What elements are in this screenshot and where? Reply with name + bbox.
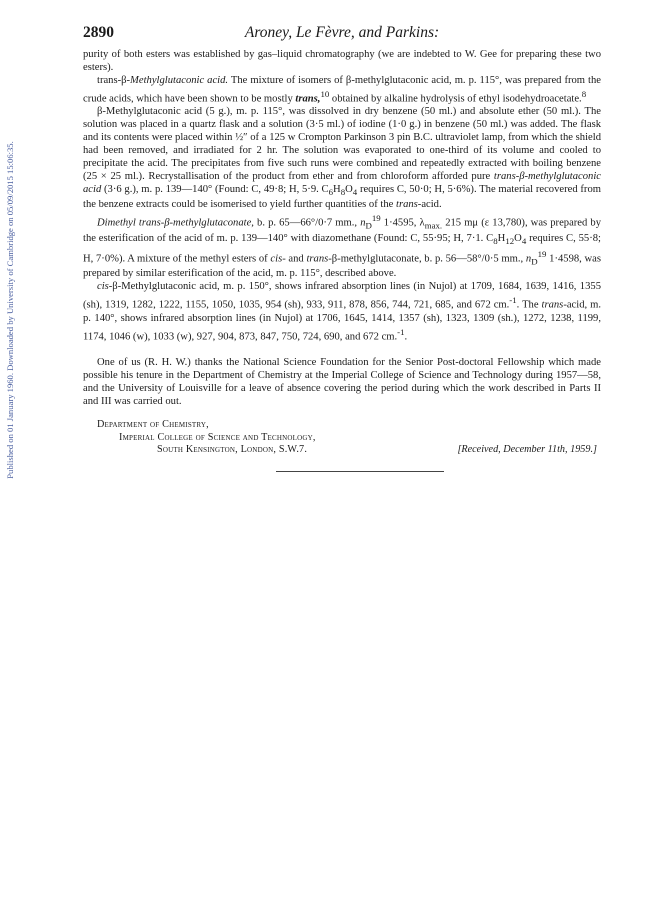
compound-name: Dimethyl trans-β-methylglutaconate, (97, 217, 254, 229)
emphasis: trans, (295, 93, 321, 105)
text: obtained by alkaline hydrolysis of ethyl isodehydroacetate. (329, 93, 582, 105)
emphasis: cis- (270, 253, 286, 265)
text: 215 mμ (ε 13,780), was prepared by the esterification of the acid of m. p. 139—140° with diazomethane (Found: C, 55·95; H, 7·1. C (83, 217, 601, 244)
subheading: Methylglutaconic acid. (130, 74, 229, 86)
end-rule (276, 471, 444, 472)
paragraph-dimethyl-ester (83, 212, 601, 281)
text: -β-Methylglutaconic acid, m. p. 150°, shows infrared absorption lines (in Nujol) at 1709, 1684, 1639, 1416, 1355 (sh), 1319, 1282, 1222, 1155, 1050, 1035, 954 (sh), 933, 911, 878, 856, 744, 721, 685, and 672 cm. (83, 281, 601, 311)
text: requires C, 55·8; H, 7·0%). A mixture of the methyl esters of (83, 232, 601, 265)
text: 1·4595, λ (380, 217, 425, 229)
emphasis: trans (306, 253, 329, 265)
text: β-Methylglutaconic acid (5 g.), m. p. 115°, was dissolved in dry benzene (50 ml.) and absolute ether (50 ml.). The solution was placed in a quartz flask and a solution (3·5 ml.) of iodine (1·0 g.) in benzene (50 ml.) was added. The flask and its contents were placed within (83, 106, 601, 144)
page-content (83, 24, 601, 472)
reference-marker: 8 (581, 88, 587, 99)
paragraph-acknowledgement (83, 357, 601, 409)
subscript: 8 (340, 187, 346, 198)
text: . The (516, 299, 542, 311)
download-notice[interactable]: Published on 01 January 1960. Downloaded by University of Cambridge on 05/09/2015 15:06:35. (5, 141, 15, 479)
emphasis: trans (541, 299, 564, 311)
text: b. p. 65—66°/0·7 mm., (253, 217, 361, 229)
affiliation-department: Department of Chemistry, (97, 418, 209, 430)
affiliation-block (83, 419, 601, 457)
text: H (333, 184, 341, 196)
subscript: max. (424, 220, 443, 231)
text: O (345, 184, 353, 196)
text: H (497, 232, 506, 244)
superscript: 19 (537, 248, 547, 259)
fraction: ½″ (235, 132, 248, 144)
affiliation-location: South Kensington, London, S.W.7. (157, 444, 308, 456)
subscript: 6 (328, 187, 334, 198)
superscript: -1 (397, 326, 405, 337)
subscript: D (531, 256, 538, 267)
affiliation-college: Imperial College of Science and Technology, (119, 431, 316, 443)
page-number: 2890 (83, 24, 114, 41)
paragraph-procedure (83, 106, 601, 212)
affiliation-location-row (83, 444, 601, 457)
emphasis: trans (396, 199, 418, 211)
emphasis: cis (97, 281, 109, 293)
subscript: 4 (352, 187, 358, 198)
page-header (83, 24, 601, 46)
text: and (285, 253, 307, 265)
paragraph-infrared (83, 281, 601, 344)
running-head: Aroney, Le Fèvre, and Parkins: (244, 24, 440, 41)
text: O (514, 232, 522, 244)
text: of a 125 w Crompton Parkinson 3 pin B.C. ultraviolet lamp, from which the shield had been removed, and irradiated for 2 hr. The solution was evaporated to one-third of its volume and cooled to precipitate the acid. The precipitates from five such runs were combined and repeatedly extracted with boiling benzene (25 × 25 ml.). Recrystallisation of the product from ether and from chloroform afforded pure (83, 132, 601, 183)
text: 1·4598, was prepared by similar esterification of the acid, m. p. 115°, described above. (83, 253, 602, 280)
text: -acid, m. p. 140°, shows infrared absorption lines (in Nujol) at 1706, 1645, 1414, 1357 (sh), 1323, 1309 (sh.), 1272, 1238, 1199, 1174, 1046 (w), 1033 (w), 927, 904, 873, 847, 750, 724, 690, and 672 cm. (83, 299, 601, 343)
text: -β-methylglutaconate, b. p. 56—58°/0·5 mm., (328, 253, 526, 265)
paragraph-trans-acid (83, 75, 601, 106)
paragraph-purity (83, 49, 601, 75)
subscript: 8 (493, 235, 498, 246)
download-watermark (0, 30, 20, 590)
text: trans-β- (97, 74, 131, 86)
text: -acid. (417, 199, 442, 211)
subscript: D (365, 220, 372, 231)
text: purity of both esters was established by gas–liquid chromatography (we are indebted to W. Gee for preparing these two esters). (83, 49, 601, 73)
text: The mixture of isomers of β-methylglutaconic acid, m. p. 115°, was prepared from the crude acids, which have been shown to be mostly (83, 74, 601, 105)
reference-marker: 10 (320, 88, 330, 99)
refractive-index-symbol: n (360, 217, 366, 229)
refractive-index-symbol: n (525, 253, 532, 265)
superscript: 19 (371, 213, 381, 224)
compound-name: trans-β-methylglutaconic acid (83, 171, 601, 196)
text: requires C, 50·0; H, 5·6%). The material recovered from the benzene extracts could be isomerised to yield further quantities of the (83, 184, 601, 211)
received-date: [Received, December 11th, 1959.] (457, 444, 597, 456)
text: (3·6 g.), m. p. 139—140° (Found: C, 49·8; H, 5·9. C (101, 184, 329, 196)
subscript: 4 (521, 235, 527, 246)
superscript: -1 (509, 295, 517, 306)
subscript: 12 (505, 235, 515, 246)
text: One of us (R. H. W.) thanks the National Science Foundation for the Senior Post-doctoral Fellowship which made possible his tenure in the Department of Chemistry at the Imperial College of Science and Technology during 1957—58, and the University of Louisville for a leave of absence covering the period during which the work described in Parts II and III was carried out. (83, 357, 601, 408)
text: . (404, 331, 408, 343)
